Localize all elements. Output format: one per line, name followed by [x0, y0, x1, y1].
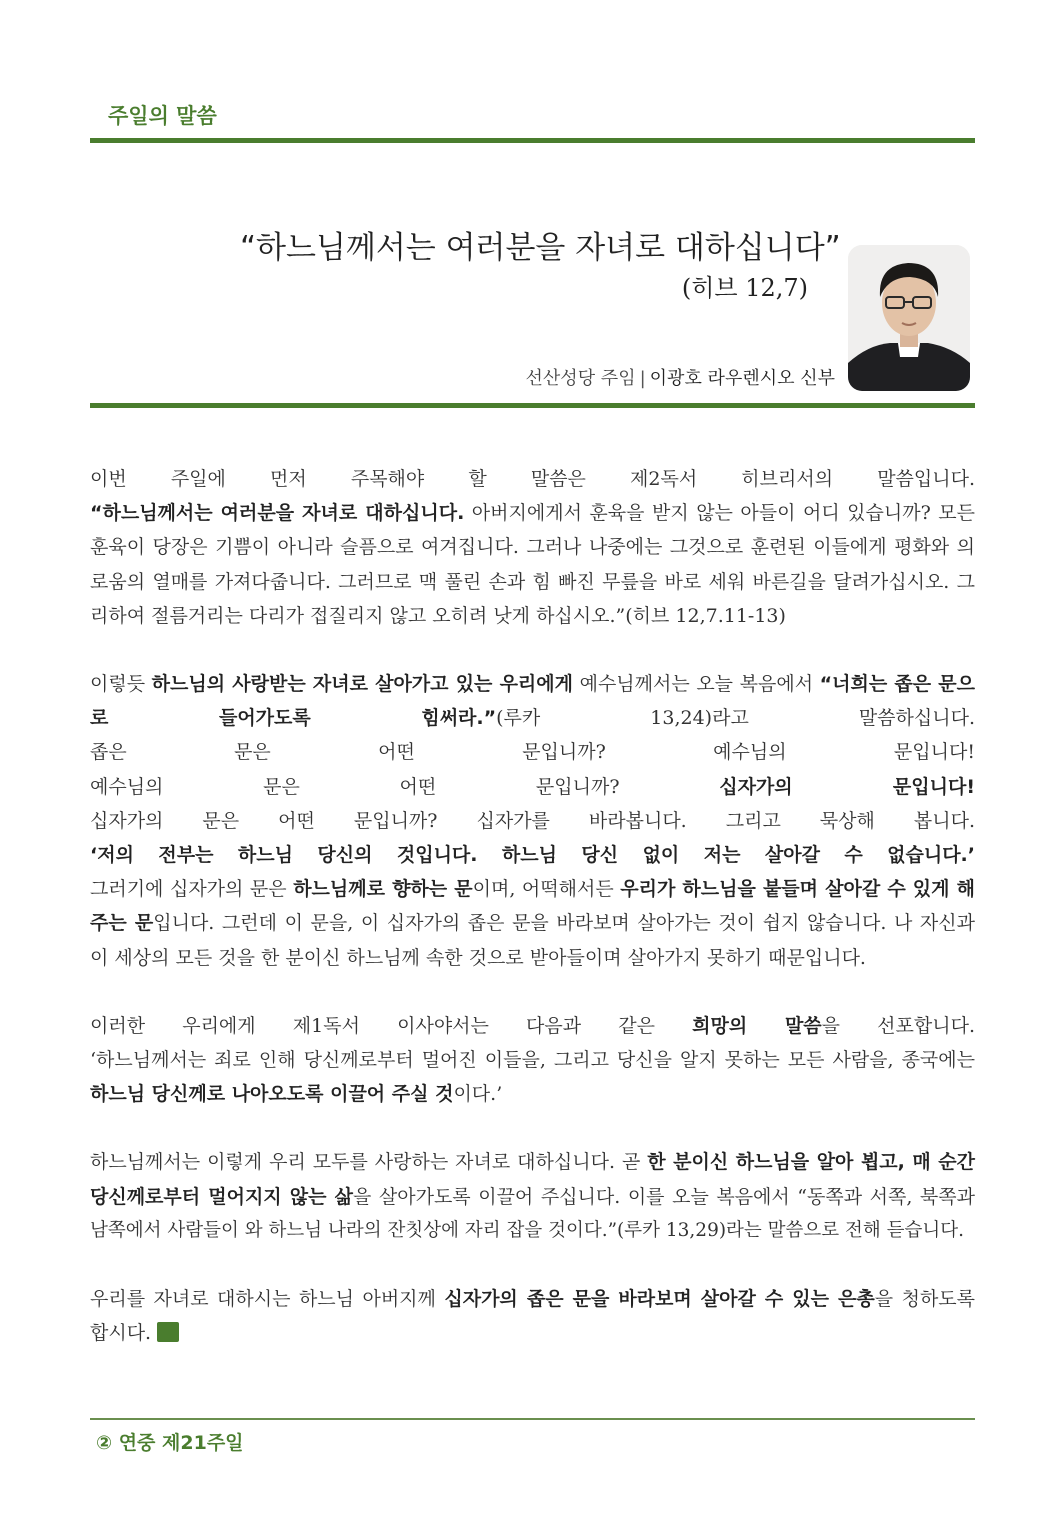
top-rule — [90, 138, 975, 143]
text-line — [90, 1009, 975, 1043]
byline-author: 이광호 라우렌시오 신부 — [649, 368, 835, 389]
article-body — [90, 462, 975, 1350]
text-line — [90, 530, 975, 564]
byline — [526, 364, 835, 390]
emphasis-text: ‘저의 전부는 하느님 당신의 것입니다. 하느님 당신 없이 저는 살아갈 수 없습니다.’ — [90, 844, 975, 867]
paragraph — [90, 667, 975, 975]
body-text: 그러기에 십자가의 문은 — [90, 878, 294, 901]
section-label: 주일의 말씀 — [108, 104, 217, 128]
paragraph-gap — [90, 1111, 975, 1145]
emphasis-text: 하느님의 사랑받는 자녀로 살아가고 있는 우리에게 — [151, 673, 573, 696]
emphasis-text: 하느님 당신께로 나아오도록 이끌어 주실 것 — [90, 1083, 454, 1106]
text-line — [90, 735, 975, 769]
text-line — [90, 1282, 975, 1316]
text-line — [90, 906, 975, 940]
emphasis-text: 당신께로부터 멀어지지 않는 삶 — [90, 1185, 353, 1208]
text-line — [90, 1180, 975, 1214]
headline-citation: (히브 12,7) — [681, 274, 808, 302]
body-text: 훈육이 당장은 기쁨이 아니라 슬픔으로 여겨집니다. 그러나 나중에는 그것으로 훈련된 이들에게 평화와 의 — [90, 536, 975, 559]
body-text: 이며, 어떡해서든 — [472, 878, 621, 901]
emphasis-text: 우리가 하느님을 붙들며 살아갈 수 있게 해 — [620, 878, 975, 901]
body-text: 리하여 절름거리는 다리가 접질리지 않고 오히려 낫게 하십시오.”(히브 12,7.11-13) — [90, 604, 786, 627]
end-mark-icon — [157, 1322, 179, 1342]
text-line — [90, 1145, 975, 1179]
emphasis-text: 하느님께로 향하는 문 — [293, 878, 473, 901]
paragraph — [90, 1282, 975, 1350]
body-text: 남쪽에서 사람들이 와 하느님 나라의 잔칫상에 자리 잡을 것이다.”(루카 13,29)라는 말씀으로 전해 듣습니다. — [90, 1219, 965, 1241]
paragraph — [90, 1145, 975, 1248]
body-text: 을 선포합니다. — [821, 1014, 975, 1037]
emphasis-text: 주는 문 — [90, 912, 154, 935]
text-line — [90, 872, 975, 906]
body-text: ‘하느님께서는 죄로 인해 당신께로부터 멀어진 이들을, 그리고 당신을 알지 못하는 모든 사람을, 종국에는 — [90, 1049, 975, 1072]
paragraph-gap — [90, 975, 975, 1009]
body-text: 이다.’ — [453, 1083, 503, 1106]
emphasis-text: 십자가의 좁은 문을 바라보며 살아갈 수 있는 은총 — [444, 1288, 875, 1311]
paragraph-gap — [90, 633, 975, 667]
text-line — [90, 941, 975, 975]
text-line — [90, 770, 975, 804]
body-text: 입니다. 그런데 이 문을, 이 십자가의 좁은 문을 바라보며 살아가는 것이 쉽지 않습니다. 나 자신과 — [153, 912, 975, 935]
bottom-rule — [90, 1418, 975, 1420]
text-line — [90, 667, 975, 701]
paragraph — [90, 1009, 975, 1112]
emphasis-text: “너희는 좁은 문으 — [819, 673, 975, 696]
byline-parish: 선산성당 주임 — [525, 368, 636, 389]
body-text: 이 세상의 모든 것을 한 분이신 하느님께 속한 것으로 받아들이며 살아가지 못하기 때문입니다. — [90, 946, 866, 969]
text-line — [90, 1043, 975, 1077]
emphasis-text: 희망의 말씀 — [692, 1014, 822, 1037]
emphasis-text: 로 들어가도록 힘써라.” — [90, 707, 497, 730]
body-text: 이번 주일에 먼저 주목해야 할 말씀은 제2독서 히브리서의 말씀입니다. — [90, 468, 975, 490]
headline-quote: “하느님께서는 여러분을 자녀로 대하십니다” — [240, 230, 841, 266]
body-text: 합시다. — [90, 1322, 152, 1345]
body-text: 아버지에게서 훈육을 받지 않는 아들이 어디 있습니까? 모든 — [464, 502, 975, 525]
text-line — [90, 1077, 975, 1111]
body-text: 십자가의 문은 어떤 문입니까? 십자가를 바라봅니다. 그리고 묵상해 봅니다. — [90, 809, 975, 832]
emphasis-text: 한 분이신 하느님을 알아 뵙고, 매 순간 — [647, 1151, 975, 1174]
body-text: 예수님의 문은 어떤 문입니까? — [90, 775, 720, 798]
emphasis-text: 십자가의 문입니다! — [719, 775, 975, 798]
body-text: 하느님께서는 이렇게 우리 모두를 사랑하는 자녀로 대하십니다. 곧 — [90, 1151, 648, 1174]
body-text: 이렇듯 — [90, 673, 152, 696]
body-text: 을 청하도록 — [874, 1288, 976, 1311]
text-line — [90, 838, 975, 872]
text-line — [90, 804, 975, 838]
body-text: 로움의 열매를 가져다줍니다. 그러므로 맥 풀린 손과 힘 빠진 무릎을 바로 세워 바른길을 달려가십시오. 그 — [90, 570, 975, 593]
byline-separator: | — [639, 368, 646, 389]
middle-rule — [90, 403, 975, 408]
author-portrait — [848, 245, 970, 391]
paragraph-gap — [90, 1248, 975, 1282]
emphasis-text: “하느님께서는 여러분을 자녀로 대하십니다. — [90, 502, 465, 525]
text-line — [90, 701, 975, 735]
text-line — [90, 1214, 975, 1248]
body-text: (루카 13,24)라고 말씀하십니다. — [496, 707, 975, 730]
body-text: 이러한 우리에게 제1독서 이사야서는 다음과 같은 — [90, 1014, 693, 1037]
text-line — [90, 496, 975, 530]
paragraph — [90, 462, 975, 633]
text-line — [90, 599, 975, 633]
text-line — [90, 462, 975, 496]
body-text: 을 살아가도록 이끌어 주십니다. 이를 오늘 복음에서 “동쪽과 서쪽, 북쪽과 — [352, 1185, 975, 1208]
body-text: 예수님께서는 오늘 복음에서 — [573, 673, 820, 696]
body-text: 우리를 자녀로 대하시는 하느님 아버지께 — [90, 1288, 445, 1311]
body-text: 좁은 문은 어떤 문입니까? 예수님의 문입니다! — [90, 741, 975, 764]
footer-page: ② 연중 제21주일 — [96, 1432, 244, 1454]
text-line — [90, 1316, 975, 1350]
text-line — [90, 565, 975, 599]
